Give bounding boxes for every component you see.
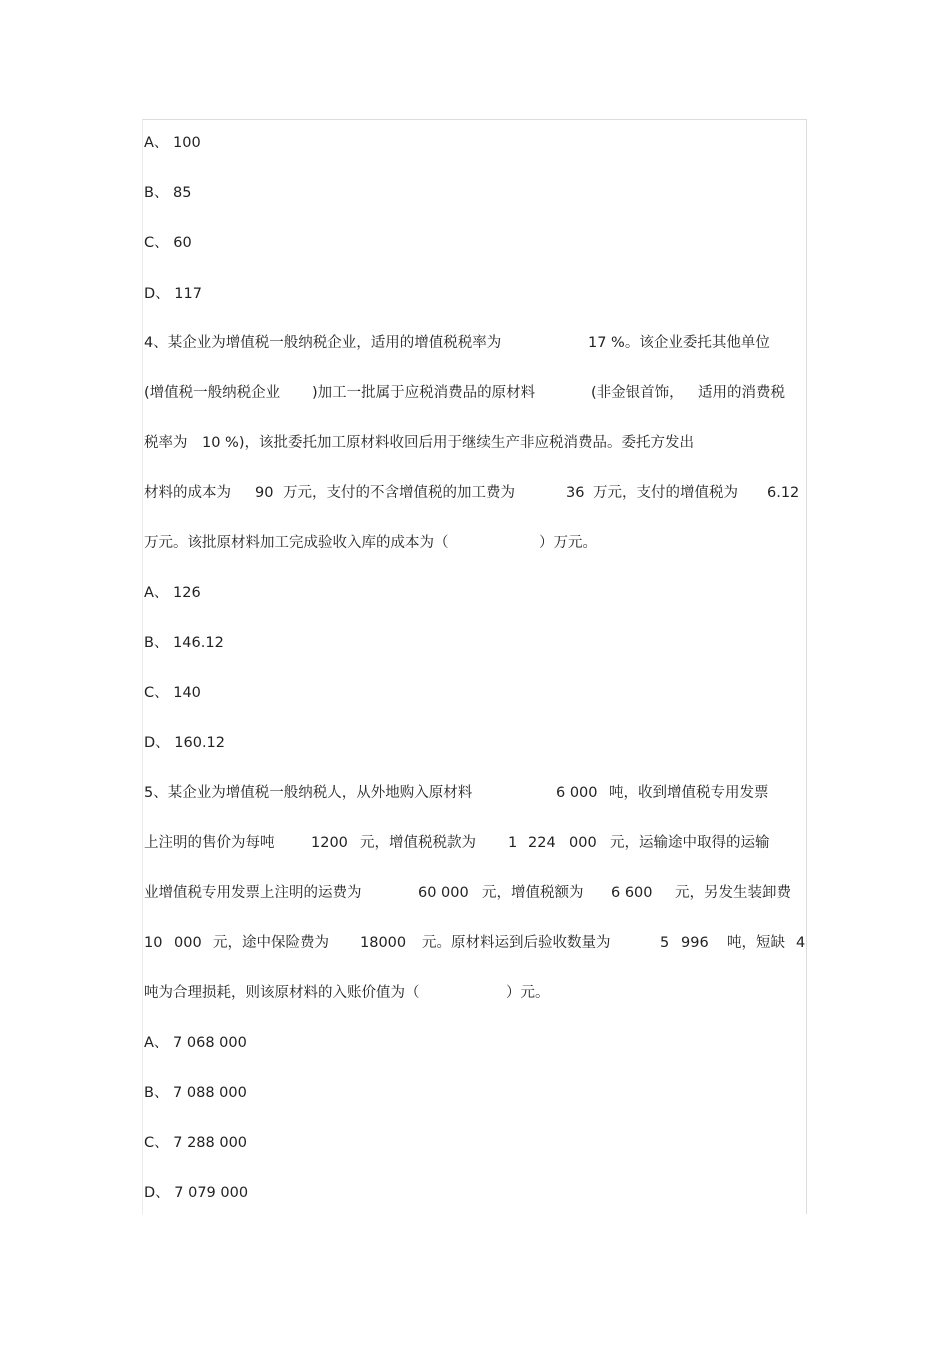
question-5-line-3: 业增值税专用发票上注明的运费为 60 000 元，增值税额为 6 600 元，另发生装卸费 bbox=[144, 885, 791, 901]
question-4-line-4: 材料的成本为 90 万元，支付的不含增值税的加工费为 36 万元，支付的增值税为 6.12 bbox=[144, 485, 800, 501]
question-4-option-a: A、 126 bbox=[144, 585, 201, 601]
question-4-line-2: (增值税一般纳税企业 )加工一批属于应税消费品的原材料 (非金银首饰， 适用的消费税 bbox=[144, 385, 785, 401]
option-d: D、 117 bbox=[144, 286, 202, 302]
question-5-line-1: 5、某企业为增值税一般纳税人，从外地购入原材料 6 000 吨，收到增值税专用发票 bbox=[144, 785, 769, 801]
question-5-option-a: A、 7 068 000 bbox=[144, 1035, 247, 1051]
question-5-line-5: 吨为合理损耗，则该原材料的入账价值为（ ）元。 bbox=[144, 985, 550, 1001]
question-4-option-b: B、 146.12 bbox=[144, 635, 224, 651]
question-5-line-4: 10 000 元，途中保险费为 18000 元。原材料运到后验收数量为 5 996 吨，短缺 4 bbox=[144, 935, 806, 951]
question-5-option-c: C、 7 288 000 bbox=[144, 1135, 248, 1151]
question-4-option-d: D、 160.12 bbox=[144, 735, 226, 751]
question-4-line-5: 万元。该批原材料加工完成验收入库的成本为（ ）万元。 bbox=[144, 535, 597, 551]
question-4-line-1: 4、某企业为增值税一般纳税企业，适用的增值税税率为 17 %。该企业委托其他单位 bbox=[144, 335, 770, 351]
question-4-line-3: 税率为 10 %)，该批委托加工原材料收回后用于继续生产非应税消费品。委托方发出 bbox=[144, 435, 694, 451]
question-4-option-c: C、 140 bbox=[144, 685, 201, 701]
question-5-option-b: B、 7 088 000 bbox=[144, 1085, 247, 1101]
option-a: A、 100 bbox=[144, 135, 201, 151]
option-c: C、 60 bbox=[144, 235, 192, 251]
question-5-line-2: 上注明的售价为每吨 1200 元，增值税税款为 1 224 000 元，运输途中取得的运输 bbox=[144, 835, 770, 851]
question-5-option-d: D、 7 079 000 bbox=[144, 1185, 249, 1201]
option-b: B、 85 bbox=[144, 185, 192, 201]
